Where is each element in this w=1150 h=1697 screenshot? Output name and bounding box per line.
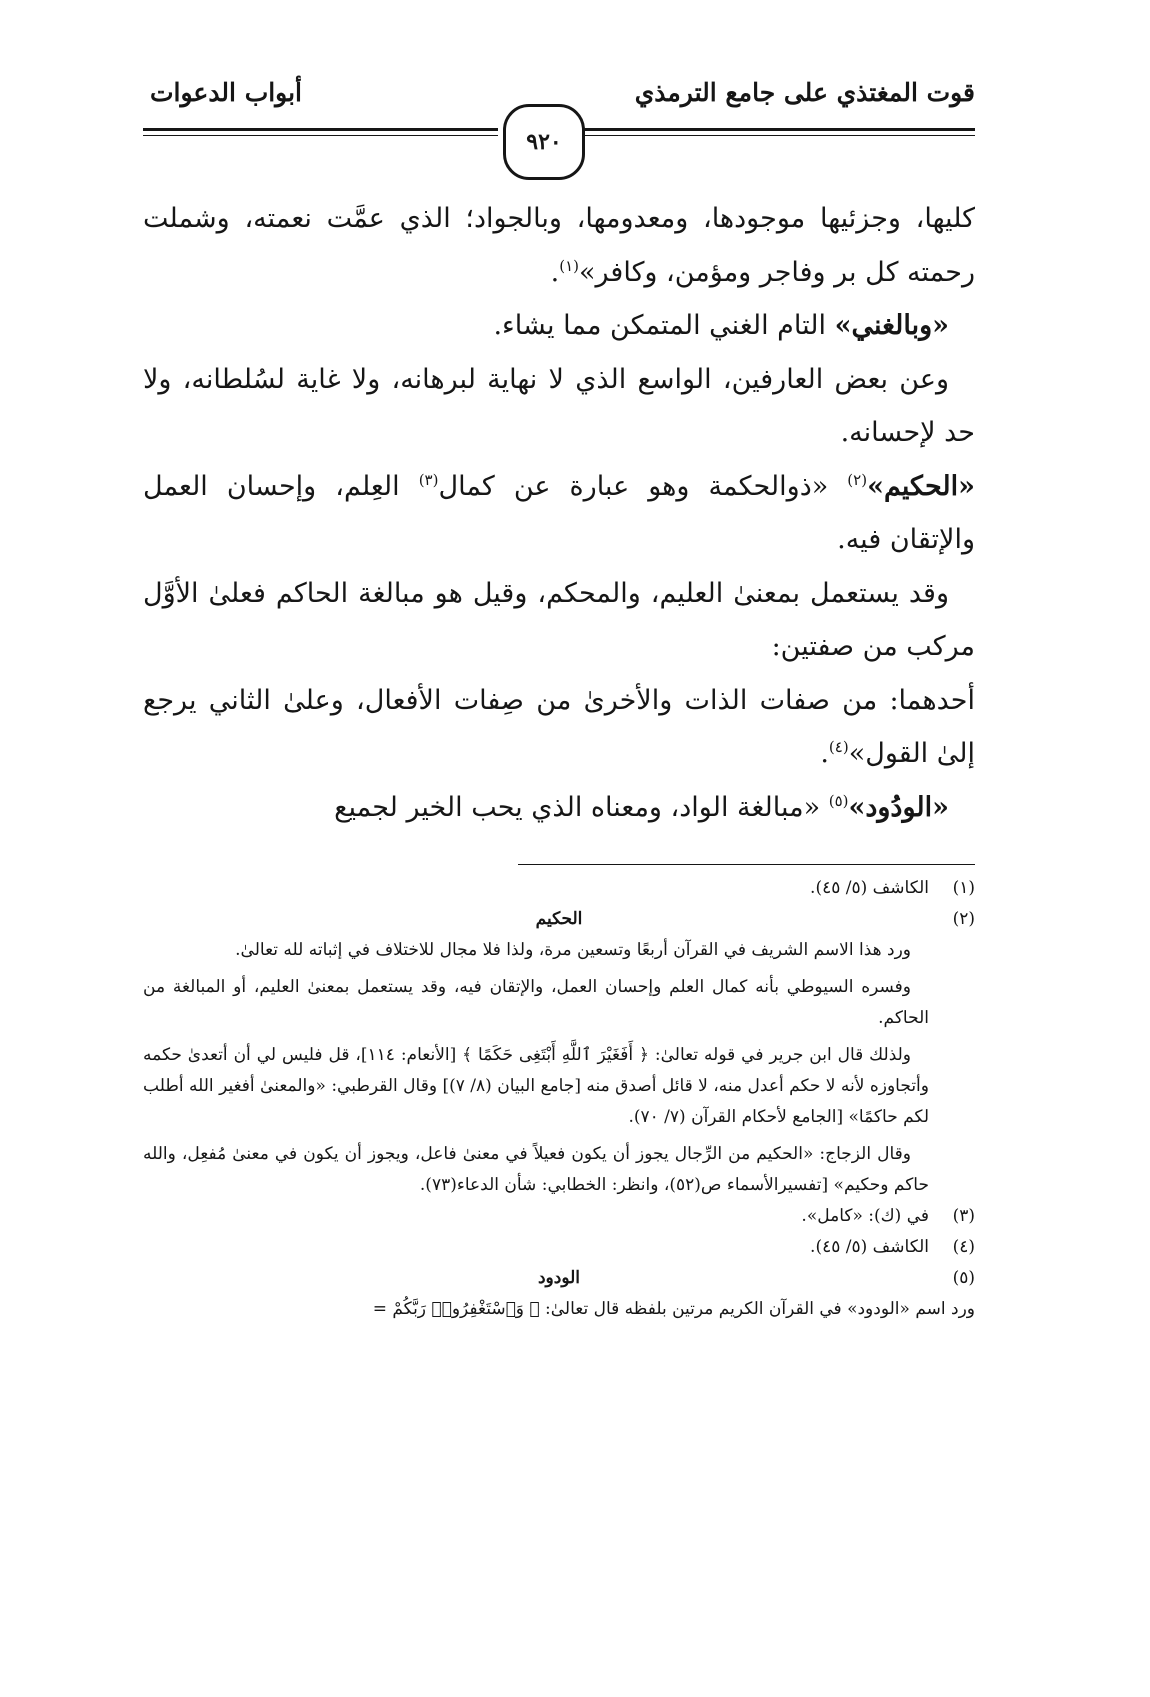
footnote-number: (٥) <box>952 1268 975 1288</box>
header-rule-left <box>143 128 498 131</box>
footnote-paragraph: وفسره السيوطي بأنه كمال العلم وإحسان العمل، والإتقان فيه، وقد يستعمل بمعنىٰ العليم، أو المبالغة من الحاكم. <box>143 977 929 1028</box>
text: «ذوالحكمة وهو عبارة عن كمال <box>438 470 848 502</box>
text: «مبالغة الواد، ومعناه الذي يحب الخير لجميع <box>334 791 829 823</box>
footnote-4 <box>143 1232 975 1263</box>
footnote-text: الكاشف (٥/ ٤٥). <box>810 1237 929 1257</box>
term-ghani: «وبالغني» <box>834 310 949 341</box>
footnote-paragraph: وقال الزجاج: «الحكيم من الرِّجال يجوز أن يكون فعيلاً في معنىٰ فاعل، ويجوز أن يكون في معنىٰ مُفعِل، والله حاكم وحكيم» [تفسيرالأسماء ص(٥٢)، وانظر: الخطابي: شأن الدعاء(٧٣). <box>143 1144 929 1195</box>
text: العِلم، وإحسان العمل والإتقان فيه. <box>143 470 975 555</box>
footnote-text: الكاشف (٥/ ٤٥). <box>810 878 929 898</box>
page-number: ٩٢٠ <box>526 129 562 155</box>
footnote-paragraph: ولذلك قال ابن جرير في قوله تعالىٰ: ﴿ أَفَغَيْرَ ٱللَّهِ أَبْتَغِى حَكَمًا ﴾ [الأنعام: ١١٤]، قل فليس لي أن أتعدىٰ حكمه وأتجاوزه لأنه لا حكم أعدل منه، لا قائل أصدق منه [جامع البيان (٨/ ٧)] وقال القرطبي: «والمعنىٰ أفغير الله أطلب لكم حاكمًا» [الجامع لأحكام القرآن (٧/ ٧٠). <box>143 1045 929 1127</box>
text: كليها، وجزئيها موجودها، ومعدومها، وبالجواد؛ الذي عمَّت نعمته، وشملت رحمته كل بر وفاجر ومؤمن، وكافر» <box>143 203 975 288</box>
chapter-title: أبواب الدعوات <box>150 78 303 107</box>
paragraph-4 <box>143 460 975 567</box>
text: التام الغني المتمكن مما يشاء. <box>493 310 835 341</box>
footnote-ref: (١) <box>559 256 580 275</box>
header-rule-right-thin <box>575 135 975 136</box>
footnote-number: (٤) <box>952 1237 975 1257</box>
footnote-3 <box>143 1201 975 1232</box>
book-title: قوت المغتذي على جامع الترمذي <box>634 78 975 107</box>
footnote-2 <box>143 904 975 935</box>
footnote-ref: (٣) <box>418 470 439 489</box>
text: أحدهما: من صفات الذات والأخرىٰ من صِفات الأفعال، وعلىٰ الثاني يرجع إلىٰ القول» <box>143 684 975 769</box>
paragraph-5: وقد يستعمل بمعنىٰ العليم، والمحكم، وقيل هو مبالغة الحاكم فعلىٰ الأوَّل مركب من صفتين: <box>143 577 975 662</box>
term-hakim: «الحكيم» <box>867 470 975 502</box>
footnote-text: في (ك): «كامل». <box>801 1206 929 1226</box>
header-rule-right <box>575 128 975 131</box>
text: . <box>820 738 829 769</box>
footnote-separator <box>518 864 975 865</box>
page-number-badge <box>503 104 585 180</box>
text: . <box>550 256 560 288</box>
paragraph-3: وعن بعض العارفين، الواسع الذي لا نهاية لبرهانه، ولا غاية لسُلطانه، ولا حد لإحسانه. <box>143 363 975 448</box>
paragraph-6 <box>143 674 975 781</box>
paragraph-7 <box>143 781 975 835</box>
footnotes <box>143 873 975 1325</box>
footnote-heading: الحكيم <box>535 909 583 929</box>
footnote-ref: (٥) <box>828 791 849 810</box>
paragraph-2 <box>143 299 975 353</box>
footnote-paragraph: ورد هذا الاسم الشريف في القرآن أربعًا وتسعين مرة، ولذا فلا مجال للاختلاف في إثباته لله تعالىٰ. <box>235 940 911 960</box>
header-rule-left-thin <box>143 135 498 136</box>
main-text <box>143 192 975 834</box>
term-wadud: «الودُود» <box>848 791 949 823</box>
paragraph-1 <box>143 192 975 299</box>
footnote-ref: (٢) <box>847 470 868 489</box>
footnote-5 <box>143 1263 975 1294</box>
footnote-number: (١) <box>952 878 975 898</box>
footnote-paragraph: ورد اسم «الودود» في القرآن الكريم مرتين بلفظه قال تعالىٰ: ﴿ وَٱسْتَغْفِرُوا۟ رَبَّكُمْ = <box>372 1299 975 1319</box>
footnote-number: (٣) <box>952 1206 975 1226</box>
footnote-heading: الودود <box>537 1268 581 1288</box>
footnote-1 <box>143 873 975 904</box>
footnote-number: (٢) <box>952 909 975 929</box>
footnote-ref: (٤) <box>828 738 849 756</box>
